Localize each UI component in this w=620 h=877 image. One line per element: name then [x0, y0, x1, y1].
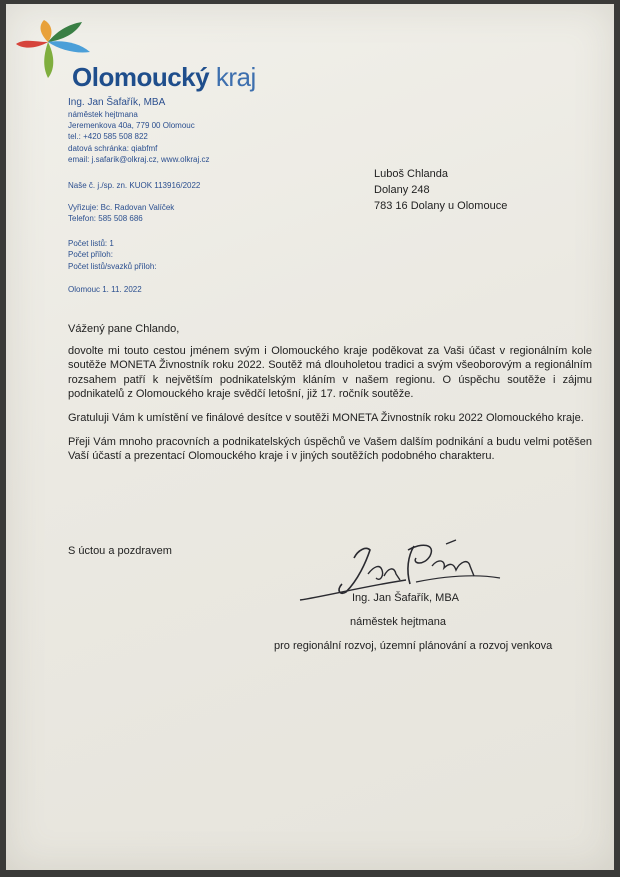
handled-by: Vyřizuje: Bc. Radovan Valíček	[68, 203, 175, 212]
sheet-count: Počet listů: 1	[68, 239, 114, 248]
letter-page	[6, 4, 614, 870]
signatory-name: Ing. Jan Šafařík, MBA	[352, 592, 459, 604]
letter-body	[68, 322, 592, 474]
handled-by-block	[68, 202, 174, 225]
logo-wordmark	[72, 62, 256, 93]
sender-phone: tel.: +420 585 508 822	[68, 132, 148, 142]
letter-date: Olomouc 1. 11. 2022	[68, 285, 142, 294]
sheets-block	[68, 238, 156, 272]
logo-brand-region: kraj	[215, 62, 256, 92]
sender-name: Ing. Jan Šafařík, MBA	[68, 97, 166, 108]
signatory-portfolio: pro regionální rozvoj, územní plánování a rozvoj venkova	[274, 640, 553, 652]
sender-email-web: email: j.safarik@olkraj.cz, www.olkraj.cz	[68, 154, 210, 164]
sender-block	[68, 96, 209, 165]
handler-phone: Telefon: 585 508 686	[68, 214, 143, 224]
signatory-title: náměstek hejtmana	[350, 616, 446, 628]
closing-phrase: S úctou a pozdravem	[68, 545, 172, 557]
recipient-name: Luboš Chlanda	[374, 168, 449, 180]
olomoucky-kraj-logo	[14, 12, 256, 92]
sender-address: Jeremenkova 40a, 779 00 Olomouc	[68, 121, 195, 131]
attachment-sheet-count: Počet listů/svazků příloh:	[68, 261, 157, 271]
sender-title: náměstek hejtmana	[68, 110, 138, 119]
logo-brand-name: Olomoucký	[72, 62, 210, 92]
paragraph-congratulations: Gratuluji Vám k umístění ve finálové desítce v soutěži MONETA Živnostník roku 2022 Olomouckého kraje.	[68, 412, 584, 425]
attachment-count: Počet příloh:	[68, 250, 113, 260]
sender-databox: datová schránka: qiabfmf	[68, 143, 158, 153]
recipient-city: 783 16 Dolany u Olomouce	[374, 200, 508, 212]
recipient-street: Dolany 248	[374, 184, 430, 196]
salutation: Vážený pane Chlando,	[68, 323, 180, 335]
paragraph-thanks: dovolte mi touto cestou jménem svým i Olomouckého kraje poděkovat za Vaši účast v regionálním kole soutěže MONETA Živnostník roku 2022. Soutěž má dlouholetou tradici a svým všeoborovým a regionálním rozsahem patří k největším podnikatelským kláním v našem regionu. O úspěchu soutěže i zájmu podnikatelů z Olomouckého kraje svědčí letošní, již 17. ročník soutěže.	[68, 345, 592, 400]
recipient-address	[374, 166, 507, 214]
reference-number: Naše č. j./sp. zn. KUOK 113916/2022	[68, 181, 201, 190]
paragraph-wishes: Přeji Vám mnoho pracovních a podnikatelských úspěchů ve Vašem dalším podnikání a budu velmi potěšen Vaší účastí a prezentací Olomouckého kraje i v jiných soutěžích podobného charakteru.	[68, 436, 592, 463]
